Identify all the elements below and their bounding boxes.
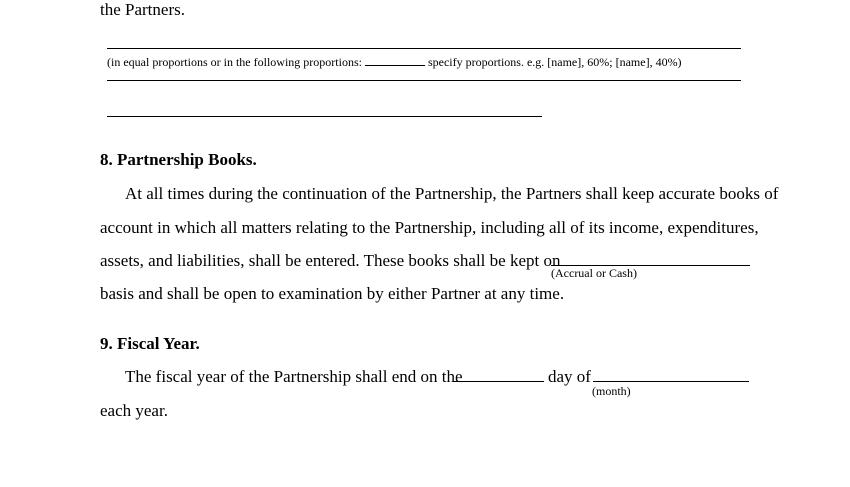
section-8-line-2: account in which all matters relating to the Partnership, including all of its income, expenditures, [100, 218, 759, 237]
proportions-signature-line[interactable] [107, 48, 741, 49]
section-9-line-1-middle: day of [548, 367, 591, 386]
accounting-basis-hint: (Accrual or Cash) [551, 266, 637, 280]
proportions-line-3[interactable] [107, 116, 542, 117]
section-9-line-1-start: The fiscal year of the Partnership shall end on the [125, 367, 463, 386]
proportions-prefix: (in equal proportions or in the following proportions: [107, 55, 362, 69]
section-8-line-1: At all times during the continuation of the Partnership, the Partners shall keep accurate books of [125, 184, 779, 203]
fiscal-year-month-field[interactable] [593, 381, 749, 382]
proportions-line-2[interactable] [107, 80, 741, 81]
section-9-line-2: each year. [100, 401, 168, 420]
section-8-heading: 8. Partnership Books. [100, 150, 257, 169]
proportions-instruction [107, 51, 682, 69]
fiscal-year-day-field[interactable] [453, 381, 544, 382]
partners-tail-text: the Partners. [100, 0, 185, 19]
proportions-suffix: specify proportions. e.g. [name], 60%; [name], 40%) [427, 55, 682, 69]
section-8-line-4: basis and shall be open to examination by either Partner at any time. [100, 284, 565, 303]
fiscal-year-month-hint: (month) [592, 384, 631, 398]
proportions-blank[interactable] [365, 51, 425, 66]
section-8-line-3: assets, and liabilities, shall be entered. These books shall be kept on [100, 251, 561, 270]
section-9-heading: 9. Fiscal Year. [100, 334, 200, 353]
